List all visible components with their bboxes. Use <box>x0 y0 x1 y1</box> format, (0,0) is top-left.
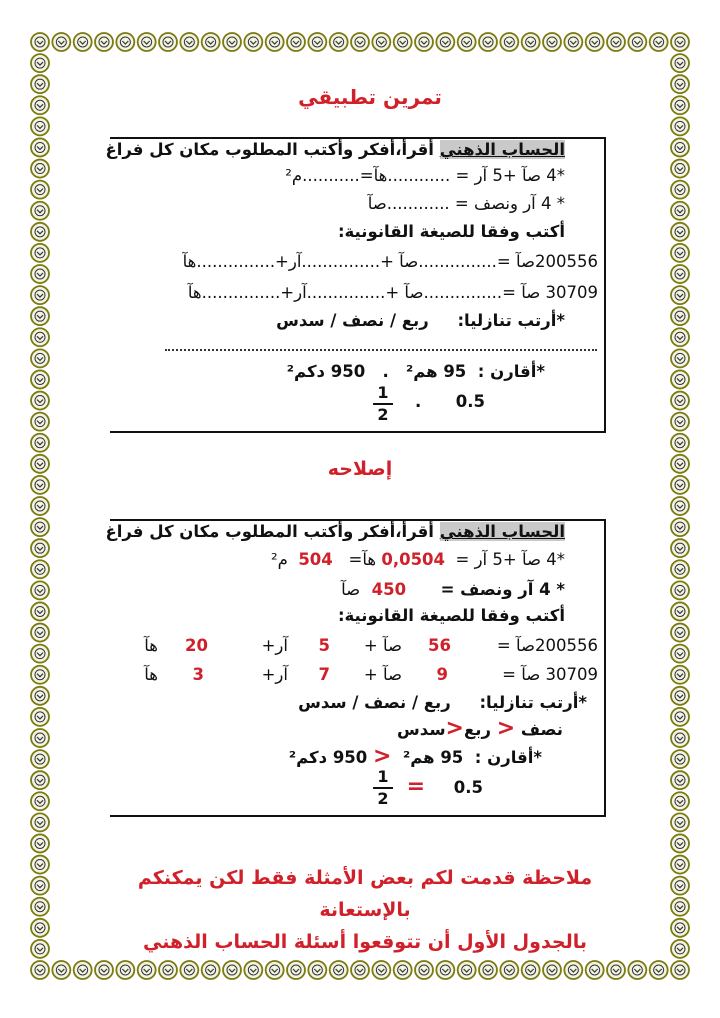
line1-hectare-value: 0,0504 <box>381 550 446 569</box>
border-ring-icon <box>31 307 49 325</box>
border-ring-icon <box>31 75 49 93</box>
border-ring-icon <box>671 434 689 452</box>
border-ring-icon <box>372 33 390 51</box>
border-ring-icon <box>95 961 113 979</box>
border-ring-icon <box>116 33 134 51</box>
border-ring-icon <box>287 33 305 51</box>
compare-value-a: 95 هم² <box>405 362 467 381</box>
border-ring-icon <box>671 307 689 325</box>
border-ring-icon <box>671 349 689 367</box>
canonical-row-2: 30709 صآ =...............صآ +...............آر+...............هآ <box>187 283 598 302</box>
border-ring-icon <box>223 961 241 979</box>
line2-value: 450 <box>371 580 407 599</box>
border-ring-icon <box>31 961 49 979</box>
border-ring-icon <box>159 33 177 51</box>
border-ring-icon <box>31 497 49 515</box>
order-items: ربع / نصف / سدس <box>276 311 429 330</box>
order-label: *أرتب تنازليا: <box>457 311 565 330</box>
border-ring-icon <box>95 33 113 51</box>
mental-math-label: الحساب الذهني <box>439 140 565 159</box>
border-ring-icon <box>415 961 433 979</box>
border-ring-icon <box>671 645 689 663</box>
border-ring-icon <box>31 202 49 220</box>
border-ring-icon <box>671 202 689 220</box>
border-ring-icon <box>394 33 412 51</box>
border-ring-icon <box>31 834 49 852</box>
border-ring-icon <box>671 961 689 979</box>
page-title: تمرين تطبيقي <box>298 85 442 109</box>
border-ring-icon <box>351 33 369 51</box>
border-ring-icon <box>308 961 326 979</box>
border-ring-icon <box>671 497 689 515</box>
border-ring-icon <box>202 33 220 51</box>
border-ring-icon <box>31 708 49 726</box>
border-ring-icon <box>31 581 49 599</box>
row2-number: 30709 صآ = <box>502 665 598 684</box>
border-ring-icon <box>31 223 49 241</box>
border-ring-icon <box>372 961 390 979</box>
compare-line-2: 0.5 . <box>415 392 485 411</box>
compare-decimal: 0.5 <box>455 392 485 411</box>
border-ring-icon <box>31 645 49 663</box>
compare-decimal: 0.5 <box>453 778 483 797</box>
border-ring-icon <box>31 729 49 747</box>
border-ring-icon <box>671 244 689 262</box>
border-ring-icon <box>671 624 689 642</box>
compare-value-a: 95 هم² <box>402 748 464 767</box>
border-ring-icon <box>31 138 49 156</box>
border-ring-icon <box>586 961 604 979</box>
heading-instruction: أقرأ،أفكر وأكتب المطلوب مكان كل فراغ <box>105 140 440 159</box>
border-ring-icon <box>31 666 49 684</box>
border-ring-icon <box>628 961 646 979</box>
border-ring-icon <box>31 792 49 810</box>
solution-heading <box>105 522 565 541</box>
note-line-2: بالجدول الأول أن تتوقعوا أسئلة الحساب الذهني <box>142 931 588 953</box>
order-answer-sixth: سدس <box>397 720 446 739</box>
solution-line-1 <box>271 550 565 569</box>
border-ring-icon <box>586 33 604 51</box>
border-ring-icon <box>671 138 689 156</box>
fraction-numerator: 1 <box>377 767 389 786</box>
border-ring-icon <box>671 75 689 93</box>
border-ring-icon <box>31 54 49 72</box>
border-ring-icon <box>650 961 668 979</box>
row2-ha-value: 3 <box>192 665 204 684</box>
row2-ca-unit: صآ + <box>363 665 402 684</box>
border-ring-icon <box>671 518 689 536</box>
border-ring-icon <box>287 961 305 979</box>
row1-ha-value: 20 <box>185 636 208 655</box>
border-ring-icon <box>436 961 454 979</box>
compare-label: *أقارن : <box>474 748 542 767</box>
row1-ca-unit: صآ + <box>363 636 402 655</box>
line2-unit: صآ <box>341 580 361 599</box>
border-ring-icon <box>671 54 689 72</box>
border-ring-icon <box>31 413 49 431</box>
border-ring-icon <box>500 961 518 979</box>
compare-value-b: 950 دكم² <box>288 748 368 767</box>
border-ring-icon <box>31 476 49 494</box>
border-ring-icon <box>671 856 689 874</box>
row1-a-unit: آر+ <box>261 636 288 655</box>
border-ring-icon <box>671 792 689 810</box>
border-ring-icon <box>31 518 49 536</box>
border-ring-icon <box>31 96 49 114</box>
border-ring-icon <box>244 33 262 51</box>
border-ring-icon <box>308 33 326 51</box>
line1-prefix: *4 صآ +5 آر = <box>455 550 565 569</box>
border-ring-icon <box>671 771 689 789</box>
border-ring-icon <box>671 33 689 51</box>
border-ring-icon <box>159 961 177 979</box>
border-ring-icon <box>671 898 689 916</box>
row1-number: 200556صآ = <box>496 636 598 655</box>
border-ring-icon <box>31 687 49 705</box>
order-answer-quarter: ربع <box>463 720 491 739</box>
border-ring-icon <box>458 33 476 51</box>
canonical-row-1: 200556صآ =...............صآ +...............آر+...............هآ <box>182 252 598 271</box>
mental-math-label: الحساب الذهني <box>439 522 565 541</box>
compare-line-2 <box>407 774 483 799</box>
border-ring-icon <box>394 961 412 979</box>
line1-m2-value: 504 <box>298 550 333 569</box>
order-answer-half: نصف <box>520 720 563 739</box>
row1-ca-value: 56 <box>428 636 451 655</box>
border-ring-icon <box>671 370 689 388</box>
border-ring-icon <box>671 455 689 473</box>
order-label: *أرتب تنازليا: <box>479 693 587 712</box>
border-ring-icon <box>671 602 689 620</box>
border-ring-icon <box>500 33 518 51</box>
border-ring-icon <box>671 413 689 431</box>
order-line <box>276 311 565 330</box>
border-ring-icon <box>671 286 689 304</box>
border-ring-icon <box>31 771 49 789</box>
row2-a-value: 7 <box>318 665 330 684</box>
row2-ha-unit: هآ <box>144 665 158 684</box>
answer-dotted-line <box>165 349 597 351</box>
border-ring-icon <box>31 750 49 768</box>
border-ring-icon <box>436 33 454 51</box>
border-ring-icon <box>564 33 582 51</box>
row2-ca-value: 9 <box>436 665 448 684</box>
exercise-heading <box>105 140 565 159</box>
row2-a-unit: آر+ <box>261 665 288 684</box>
border-ring-icon <box>31 624 49 642</box>
border-ring-icon <box>31 160 49 178</box>
border-ring-icon <box>31 265 49 283</box>
border-ring-icon <box>671 581 689 599</box>
border-ring-icon <box>543 33 561 51</box>
border-ring-icon <box>479 961 497 979</box>
greater-than-symbol: < <box>496 716 516 741</box>
border-ring-icon <box>330 33 348 51</box>
teacher-note <box>100 862 630 958</box>
border-ring-icon <box>31 856 49 874</box>
order-answer <box>397 716 563 741</box>
compare-value-b: 950 دكم² <box>286 362 366 381</box>
border-ring-icon <box>671 813 689 831</box>
solution-line-2 <box>341 580 565 599</box>
border-ring-icon <box>671 708 689 726</box>
border-ring-icon <box>671 265 689 283</box>
border-ring-icon <box>31 117 49 135</box>
border-ring-icon <box>671 919 689 937</box>
border-ring-icon <box>138 33 156 51</box>
border-ring-icon <box>415 33 433 51</box>
border-ring-icon <box>31 328 49 346</box>
border-ring-icon <box>116 961 134 979</box>
border-ring-icon <box>522 33 540 51</box>
border-ring-icon <box>223 33 241 51</box>
greater-than-symbol: < <box>445 716 464 741</box>
border-ring-icon <box>202 961 220 979</box>
border-ring-icon <box>52 33 70 51</box>
border-ring-icon <box>671 940 689 958</box>
border-ring-icon <box>31 539 49 557</box>
border-ring-icon <box>564 961 582 979</box>
border-ring-icon <box>244 961 262 979</box>
border-ring-icon <box>31 349 49 367</box>
border-ring-icon <box>628 33 646 51</box>
border-ring-icon <box>31 877 49 895</box>
border-ring-icon <box>31 898 49 916</box>
border-ring-icon <box>671 729 689 747</box>
border-ring-icon <box>671 96 689 114</box>
border-ring-icon <box>671 877 689 895</box>
line2-prefix: * 4 آر ونصف = <box>440 580 565 599</box>
border-ring-icon <box>671 181 689 199</box>
border-ring-icon <box>31 286 49 304</box>
fraction-denominator: 2 <box>377 789 389 808</box>
border-ring-icon <box>31 181 49 199</box>
border-ring-icon <box>31 602 49 620</box>
compare-line <box>289 744 542 769</box>
border-ring-icon <box>543 961 561 979</box>
border-ring-icon <box>650 33 668 51</box>
compare-line: *أقارن : 95 هم² . 950 دكم² <box>286 362 545 381</box>
fraction-half <box>373 768 393 808</box>
border-ring-icon <box>31 455 49 473</box>
border-ring-icon <box>330 961 348 979</box>
canonical-heading: أكتب وفقا للصيغة القانونية: <box>337 606 565 625</box>
border-ring-icon <box>74 33 92 51</box>
border-ring-icon <box>266 961 284 979</box>
row1-a-value: 5 <box>318 636 330 655</box>
border-ring-icon <box>671 476 689 494</box>
border-ring-icon <box>522 961 540 979</box>
border-ring-icon <box>671 560 689 578</box>
compare-label: *أقارن : <box>477 362 545 381</box>
line1-m2-unit: م² <box>270 550 288 569</box>
order-items: ربع / نصف / سدس <box>298 693 451 712</box>
border-ring-icon <box>671 687 689 705</box>
row1-ha-unit: هآ <box>144 636 158 655</box>
heading-instruction: أقرأ،أفكر وأكتب المطلوب مكان كل فراغ <box>105 522 440 541</box>
border-ring-icon <box>138 961 156 979</box>
border-ring-icon <box>180 33 198 51</box>
border-ring-icon <box>31 370 49 388</box>
border-ring-icon <box>351 961 369 979</box>
border-ring-icon <box>31 919 49 937</box>
line1-hectare-unit: هآ= <box>348 550 377 569</box>
border-ring-icon <box>671 328 689 346</box>
border-ring-icon <box>607 961 625 979</box>
border-ring-icon <box>671 392 689 410</box>
border-ring-icon <box>671 539 689 557</box>
border-ring-icon <box>31 940 49 958</box>
border-ring-icon <box>671 666 689 684</box>
border-ring-icon <box>671 160 689 178</box>
note-line-1: ملاحظة قدمت لكم بعض الأمثلة فقط لكن يمكنكم بالإستعانة <box>137 867 593 921</box>
border-ring-icon <box>671 223 689 241</box>
border-ring-icon <box>458 961 476 979</box>
border-ring-icon <box>671 750 689 768</box>
order-line <box>298 693 587 712</box>
border-ring-icon <box>31 244 49 262</box>
border-ring-icon <box>479 33 497 51</box>
fraction-denominator: 2 <box>377 405 389 424</box>
border-ring-icon <box>31 434 49 452</box>
border-ring-icon <box>31 33 49 51</box>
exercise-line-1: *4 صآ +5 آر = ............هآ=...........م² <box>285 166 565 185</box>
border-ring-icon <box>671 834 689 852</box>
equals-symbol: = <box>406 774 426 799</box>
fraction-half <box>373 384 393 424</box>
border-ring-icon <box>31 392 49 410</box>
border-ring-icon <box>31 560 49 578</box>
border-ring-icon <box>180 961 198 979</box>
greater-than-symbol: < <box>373 744 392 769</box>
border-ring-icon <box>31 813 49 831</box>
correction-title: إصلاحه <box>327 458 393 480</box>
exercise-line-2: * 4 آر ونصف = ............صآ <box>367 194 565 213</box>
border-ring-icon <box>52 961 70 979</box>
fraction-numerator: 1 <box>377 383 389 402</box>
border-ring-icon <box>74 961 92 979</box>
border-ring-icon <box>266 33 284 51</box>
border-ring-icon <box>671 117 689 135</box>
border-ring-icon <box>607 33 625 51</box>
canonical-heading: أكتب وفقا للصيغة القانونية: <box>337 222 565 241</box>
